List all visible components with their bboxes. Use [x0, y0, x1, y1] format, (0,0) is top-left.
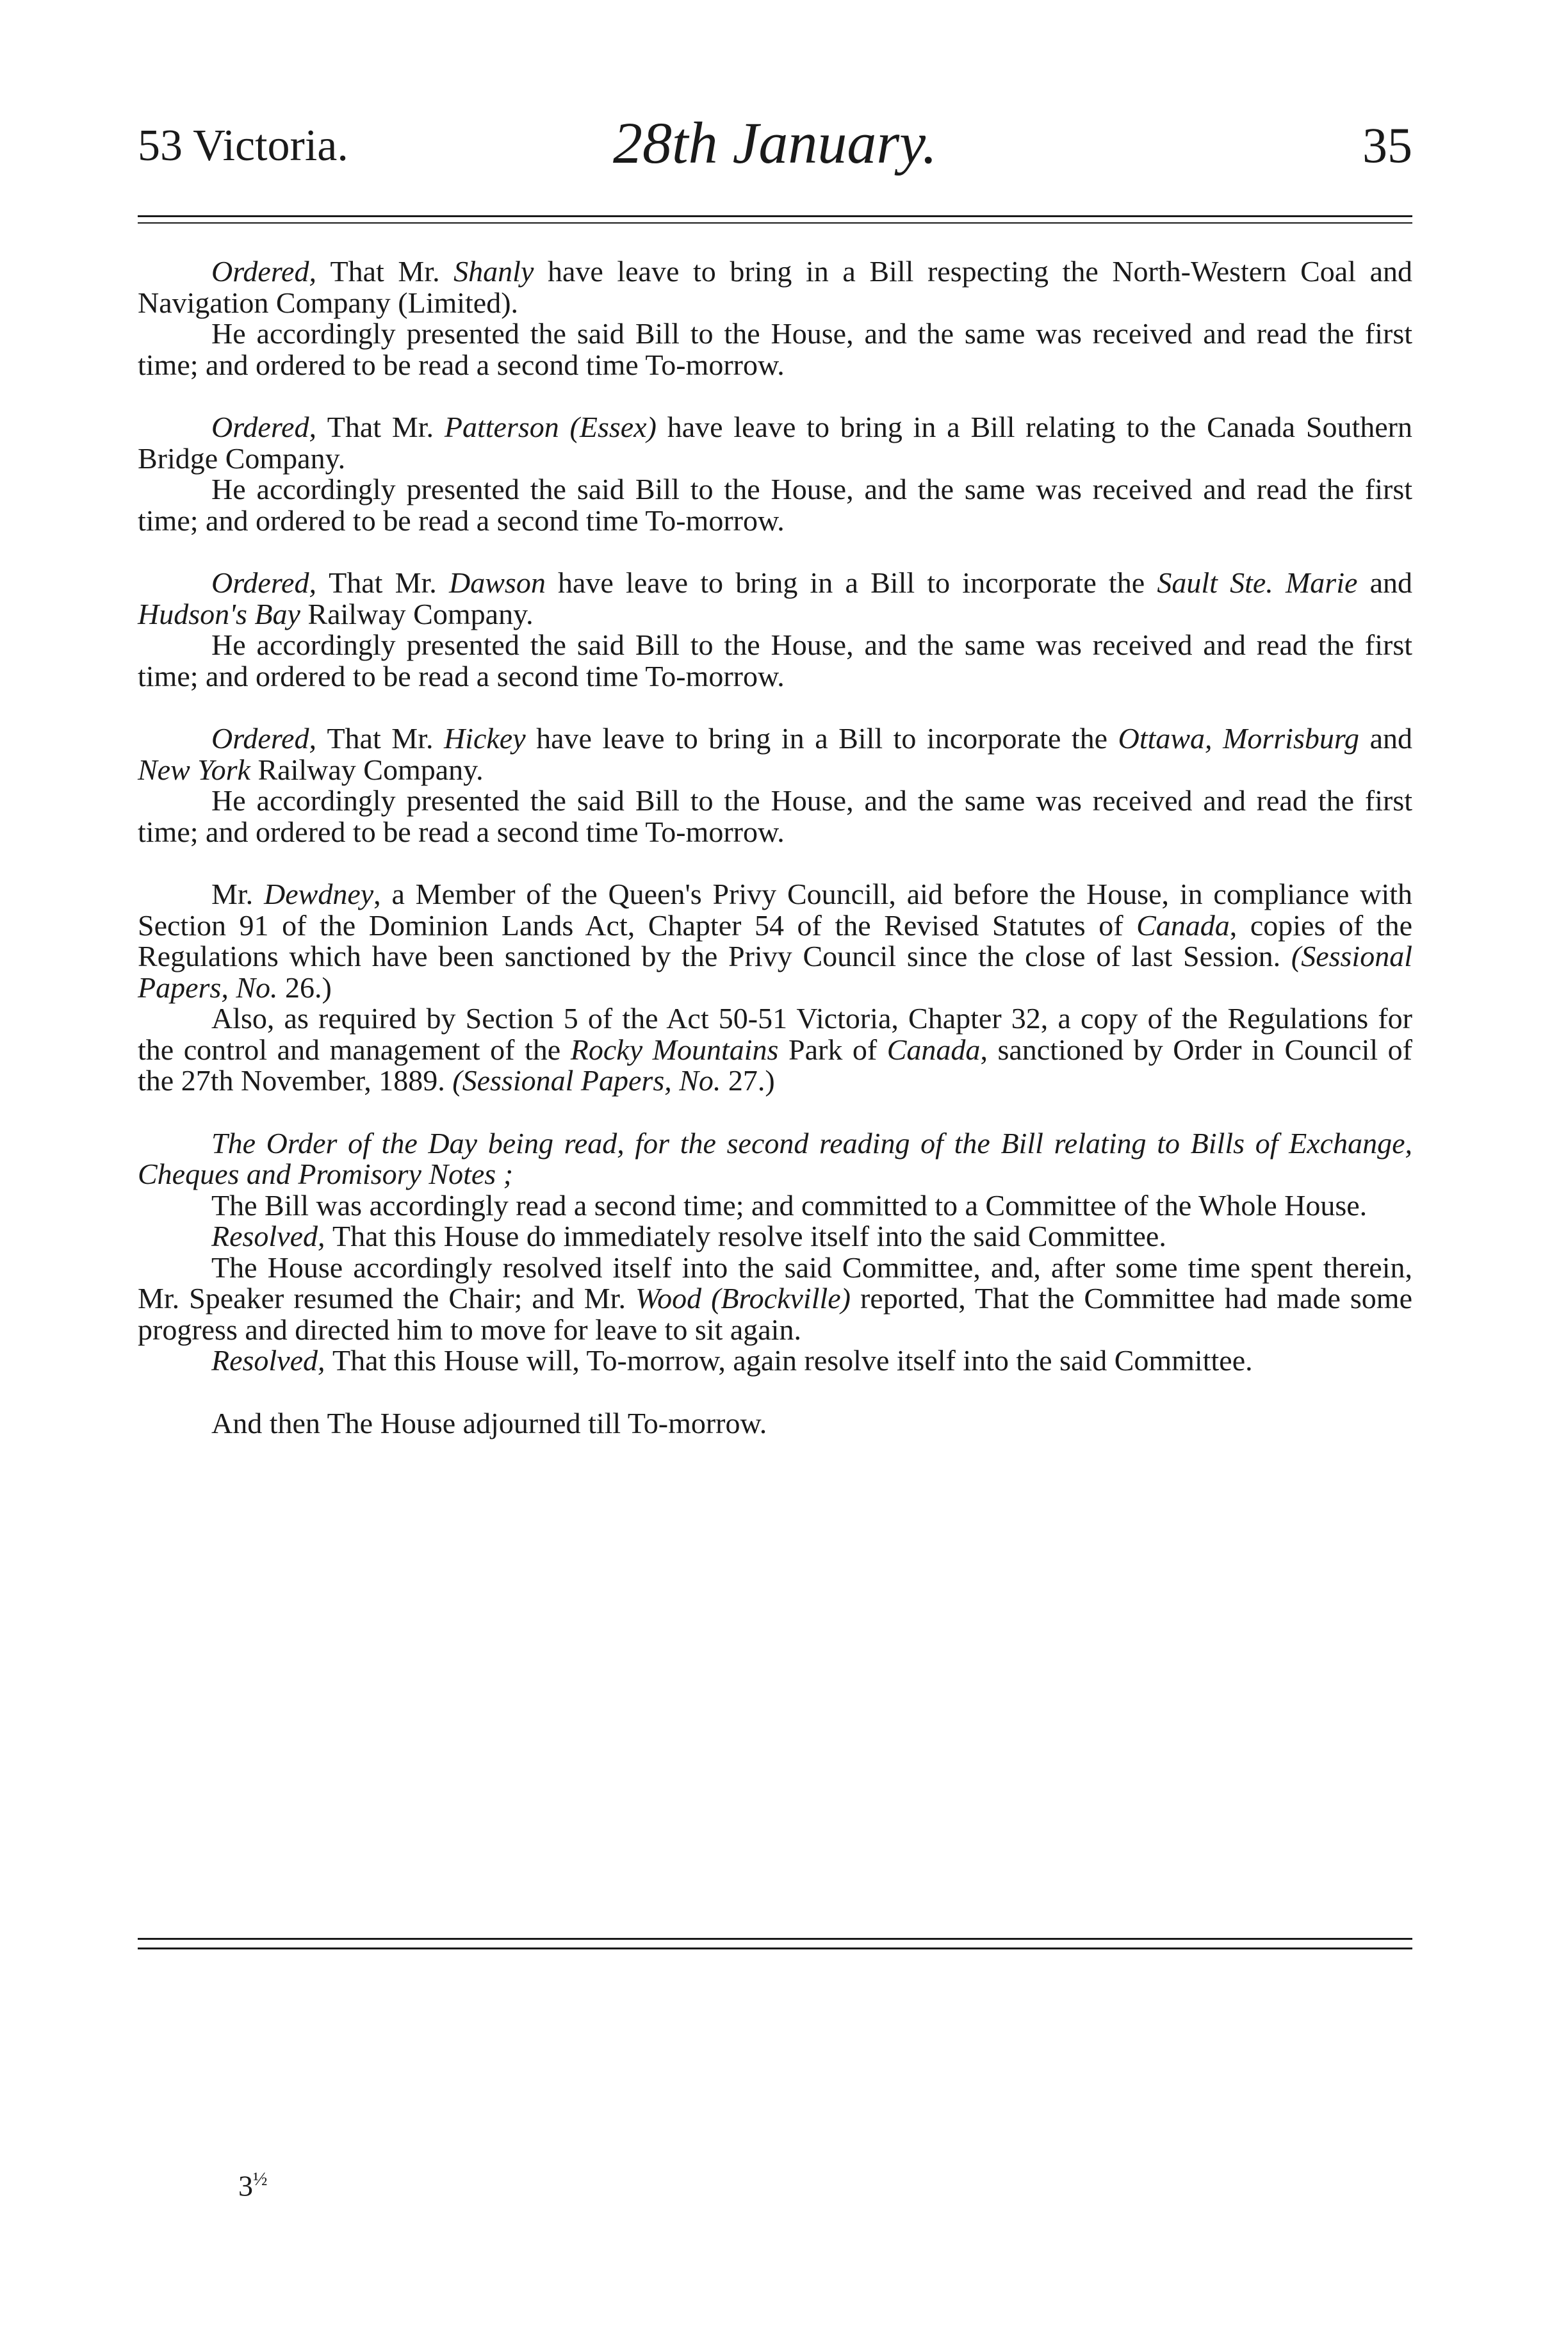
text-run: (Sessional Papers, No.: [452, 1064, 721, 1097]
text-run: Dewdney: [264, 878, 374, 910]
text-run: have leave to bring in a Bill relating to the: [656, 411, 1207, 443]
entry-paragraph: [138, 474, 1412, 536]
text-run: Hudson's Bay: [138, 597, 300, 630]
text-run: Canada: [1207, 411, 1296, 443]
text-run: , copies of the Regulations which have been sanctioned by the Privy Council since the close of last Session.: [138, 908, 1413, 972]
signature-fraction: ½: [253, 2169, 268, 2190]
text-run: 26.): [277, 971, 332, 1004]
header-rule-top: [138, 215, 1412, 217]
session-label: 53 Victoria.: [138, 121, 348, 170]
text-run: He accordingly presented the said Bill to the House, and the same was received and read the first time; and ordered to be read a second time To-morrow.: [138, 317, 1412, 381]
text-run: Park of: [778, 1033, 887, 1066]
text-run: He accordingly presented the said Bill to the House, and the same was received and read the first time; and ordered to be read a second time To-morrow.: [138, 628, 1412, 693]
entry-paragraph: [138, 723, 1412, 785]
text-run: have leave to bring in a Bill to incorporate the: [525, 722, 1118, 755]
entry-paragraph: [138, 568, 1412, 630]
text-run: That this House do immediately resolve itself into the said Committee.: [332, 1220, 1166, 1252]
text-run: Shanly: [453, 255, 534, 288]
text-run: Rocky Mountains: [570, 1033, 779, 1066]
text-run: Ordered,: [211, 411, 327, 443]
text-run: Mr.: [211, 878, 264, 910]
entry-paragraph: [138, 785, 1412, 848]
text-run: Dawson: [449, 566, 546, 599]
text-run: and: [1357, 566, 1412, 599]
journal-entry: [138, 1128, 1412, 1377]
text-run: (Sessional Papers, No.: [138, 940, 1412, 1004]
text-run: The Order of the Day being read, for the second reading of the Bill relating to Bills of Exchange, Cheques and Promisory Notes ;: [138, 1126, 1412, 1190]
entry-paragraph: [138, 1345, 1412, 1377]
signature-number: 3: [238, 2169, 253, 2202]
journal-entry: [138, 256, 1412, 381]
text-run: , a Member of the Queen's Privy Councill, aid before the House, in compliance with Section 91 of the Dominion Lands Act, Chapter 54 of the Revised Statutes of: [138, 878, 1413, 942]
footer-rule-bottom: [138, 1948, 1412, 1949]
journal-entry: [138, 412, 1412, 536]
text-run: , sanctioned by Order in Council of the 27th November, 1889.: [138, 1033, 1412, 1097]
entry-paragraph: [138, 256, 1412, 318]
entry-paragraph: [138, 630, 1412, 692]
entry-paragraph: [138, 1190, 1412, 1222]
text-run: Canada: [1136, 908, 1230, 942]
footer-rule-top: [138, 1938, 1412, 1940]
journal-entry: [138, 1408, 1412, 1439]
text-run: and: [1359, 722, 1412, 755]
journal-entry: [138, 568, 1412, 692]
journal-entry: [138, 723, 1412, 848]
entry-paragraph: [138, 1252, 1412, 1346]
entry-paragraph: [138, 1221, 1412, 1252]
text-run: have leave to bring in a Bill to incorporate the: [545, 566, 1157, 599]
entry-paragraph: [138, 1408, 1412, 1439]
entry-paragraph: [138, 412, 1412, 474]
text-run: Resolved,: [211, 1220, 333, 1252]
text-run: Resolved,: [211, 1344, 333, 1377]
text-run: He accordingly presented the said Bill to the House, and the same was received and read the first time; and ordered to be read a second time To-morrow.: [138, 473, 1412, 537]
text-run: Ottawa, Morrisburg: [1118, 722, 1360, 755]
text-run: Railway Company.: [300, 597, 534, 630]
text-run: have leave to bring in a Bill respecting the North-Western Coal and Navigation Company (Limited).: [138, 255, 1412, 319]
text-run: Also, as required by Section 5 of the Act 50-51 Victoria, Chapter 32, a copy of the Regulations for the control and management of the: [138, 1002, 1412, 1066]
text-run: That Mr.: [329, 566, 450, 599]
text-run: That Mr.: [327, 411, 445, 443]
journal-body: [138, 256, 1412, 1439]
entry-paragraph: [138, 318, 1412, 381]
text-run: Ordered,: [211, 722, 327, 755]
text-run: Railway Company.: [250, 753, 484, 786]
text-run: The House accordingly resolved itself into the said Committee, and, after some time spent therein, Mr. Speaker resumed the Chair; and Mr.: [138, 1250, 1412, 1315]
date-heading: 28th January.: [613, 110, 937, 176]
text-run: That Mr.: [327, 722, 444, 755]
entry-paragraph: [138, 879, 1412, 1003]
text-run: reported, That the Committee had made some progress and directed him to move for leave to sit again.: [138, 1282, 1412, 1346]
entry-paragraph: [138, 1003, 1412, 1097]
text-run: Ordered,: [211, 566, 329, 599]
text-run: Canada: [886, 1033, 981, 1066]
text-run: Southern Bridge Company.: [138, 411, 1412, 475]
text-run: Sault Ste. Marie: [1157, 566, 1358, 599]
header-rule-bottom: [138, 222, 1412, 224]
journal-entry: [138, 879, 1412, 1097]
text-run: And then The House adjourned till To-morrow.: [211, 1406, 767, 1439]
text-run: New York: [138, 753, 250, 786]
signature-mark: [238, 2169, 268, 2202]
text-run: That Mr.: [330, 255, 454, 288]
text-run: Hickey: [443, 722, 526, 755]
text-run: Patterson (Essex): [444, 411, 657, 443]
text-run: Wood (Brockville): [635, 1282, 851, 1315]
page-number: 35: [1362, 117, 1412, 173]
text-run: Ordered,: [211, 255, 331, 288]
text-run: 27.): [721, 1064, 775, 1097]
page-header: [138, 109, 1412, 179]
text-run: He accordingly presented the said Bill to the House, and the same was received and read the first time; and ordered to be read a second time To-morrow.: [138, 784, 1412, 848]
text-run: The Bill was accordingly read a second time; and committed to a Committee of the Whole House.: [211, 1188, 1368, 1222]
text-run: That this House will, To-morrow, again resolve itself into the said Committee.: [332, 1344, 1253, 1377]
entry-paragraph: [138, 1128, 1412, 1190]
